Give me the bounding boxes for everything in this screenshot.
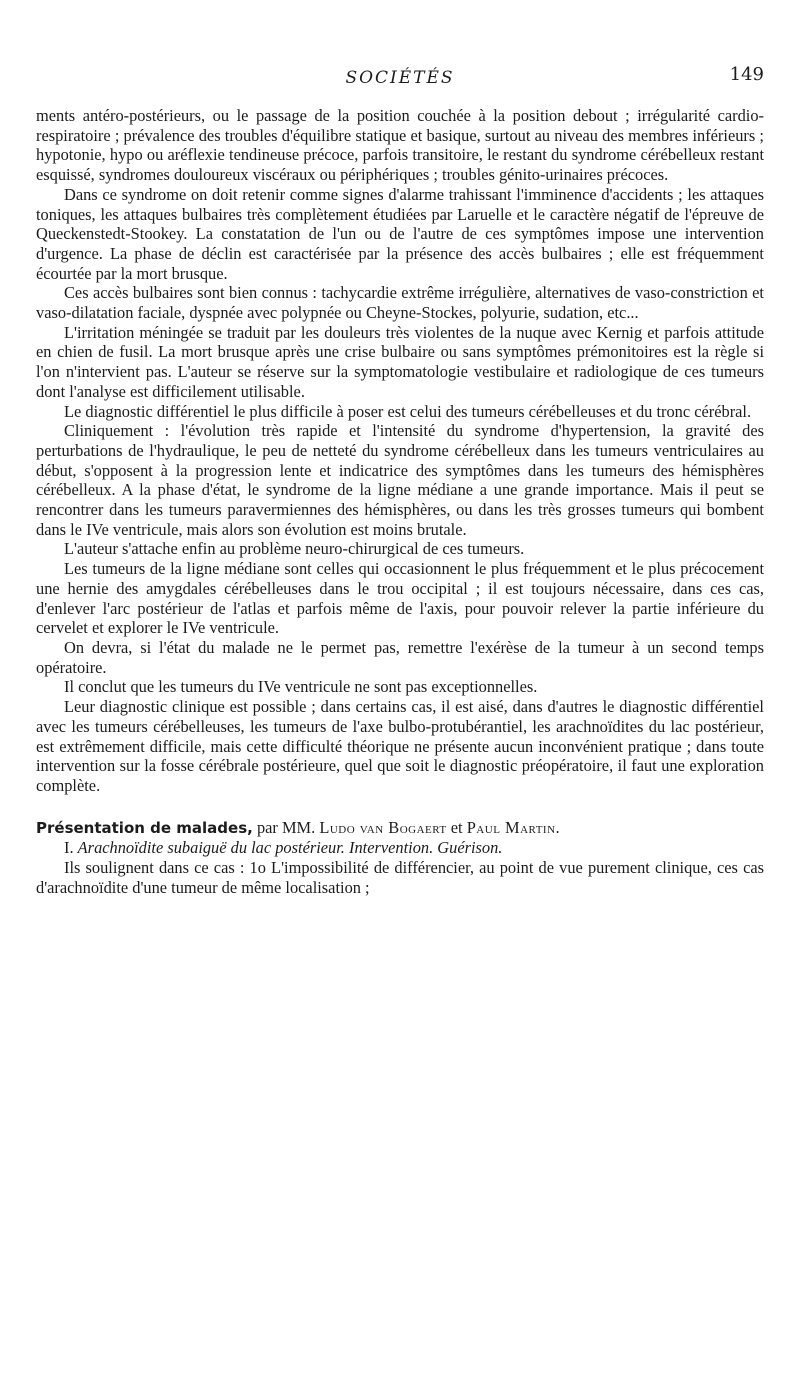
- case-number: I.: [64, 838, 74, 858]
- running-title: SOCIÉTÉS: [345, 68, 455, 88]
- case-heading: [36, 838, 764, 858]
- section-heading-title: Présentation de malades,: [36, 818, 253, 837]
- section-heading-by: par MM.: [252, 817, 320, 837]
- case-title: Arachnoïdite subaiguë du lac postérieur. Intervention. Guérison.: [77, 838, 503, 858]
- paragraph-2: Dans ce syndrome on doit retenir comme signes d'alarme trahissant l'imminence d'accidents ; les attaques toniques, les attaques bulbaires très complètement étudiées par Laruelle et le caractère négatif de l'épreuve de Queckenstedt-Stookey. La constatation de l'un ou de l'autre de ces symptômes impose une intervention d'urgence. La phase de déclin est caractérisée par la présence des accès bulbaires ; elle est fréquemment écourtée par la mort brusque.: [36, 184, 764, 283]
- paragraph-7: L'auteur s'attache enfin au problème neuro-chirurgical de ces tumeurs.: [64, 539, 525, 559]
- paragraph-8: Les tumeurs de la ligne médiane sont celles qui occasionnent le plus fréquemment et le plus précocement une hernie des amygdales cérébelleuses dans le trou occipital ; il est toujours nécessaire, dans ces cas, d'enlever l'arc postérieur de l'atlas et parfois même de l'axis, pour pouvoir relever la partie inférieure du cervelet et explorer le IVe ventricule.: [36, 559, 764, 638]
- paragraph-4: L'irritation méningée se traduit par les douleurs très violentes de la nuque avec Kernig et parfois attitude en chien de fusil. La mort brusque après une crise bulbaire ou sans symptômes prémonitoires est la règle si l'on n'intervient pas. L'auteur se réserve sur la symptomatologie vestibulaire et radiologique de ces tumeurs dont l'analyse est difficilement utilisable.: [36, 322, 764, 401]
- body-text: [36, 106, 764, 897]
- page-number: 149: [729, 64, 764, 85]
- section-heading: [36, 818, 764, 839]
- section-heading-and: et: [446, 817, 467, 837]
- paragraph-3: Ces accès bulbaires sont bien connus : tachycardie extrême irrégulière, alternatives de vaso-constriction et vaso-dilatation faciale, dyspnée avec polypnée ou Cheyne-Stockes, polyurie, sudation, etc...: [36, 283, 764, 323]
- section-author-2: Paul Martin.: [466, 817, 561, 837]
- paragraph-1: ments antéro-postérieurs, ou le passage de la position couchée à la position debout ; irrégularité cardio-respiratoire ; prévalence des troubles d'équilibre statique et basique, surtout au niveau des membres inférieurs ; hypotonie, hypo ou aréflexie tendineuse précoce, parfois transitoire, le restant du syndrome cérébelleux restant esquissé, syndromes douloureux viscéraux ou périphériques ; troubles génito-urinaires précoces.: [36, 106, 764, 185]
- paragraph-11: Leur diagnostic clinique est possible ; dans certains cas, il est aisé, dans d'autres le diagnostic différentiel avec les tumeurs cérébelleuses, les tumeurs de l'axe bulbo-protubérantiel, les arachnoïdites du lac postérieur, est extrêmement difficile, mais cette difficulté théorique ne présente aucun inconvénient pratique ; dans toute intervention sur la fosse cérébrale postérieure, quel que soit le diagnostic préopératoire, il faut une exploration complète.: [36, 697, 764, 795]
- final-paragraph: Ils soulignent dans ce cas : 1o L'impossibilité de différencier, au point de vue purement clinique, ces cas d'arachnoïdite d'une tumeur de même localisation ;: [36, 858, 764, 897]
- paragraph-10: Il conclut que les tumeurs du IVe ventricule ne sont pas exceptionnelles.: [64, 677, 538, 697]
- paragraph-9: On devra, si l'état du malade ne le permet pas, remettre l'exérèse de la tumeur à un second temps opératoire.: [36, 637, 764, 677]
- paragraph-5: Le diagnostic différentiel le plus difficile à poser est celui des tumeurs cérébelleuses et du tronc cérébral.: [64, 401, 752, 421]
- paragraph-6: Cliniquement : l'évolution très rapide et l'intensité du syndrome d'hypertension, la gravité des perturbations de l'hydraulique, le peu de netteté du syndrome cérébelleux dans les tumeurs ventriculaires au début, s'opposent à la progression lente et indicatrice des symptômes dans les tumeurs des hémisphères cérébelleux. A la phase d'état, le syndrome de la ligne médiane a une grande importance. Mais il peut se rencontrer dans les tumeurs paravermiennes des hémisphères, ou dans les très grosses tumeurs qui bombent dans le IVe ventricule, mais alors son évolution est moins brutale.: [36, 421, 764, 539]
- section-author-1: Ludo van Bogaert: [319, 817, 447, 837]
